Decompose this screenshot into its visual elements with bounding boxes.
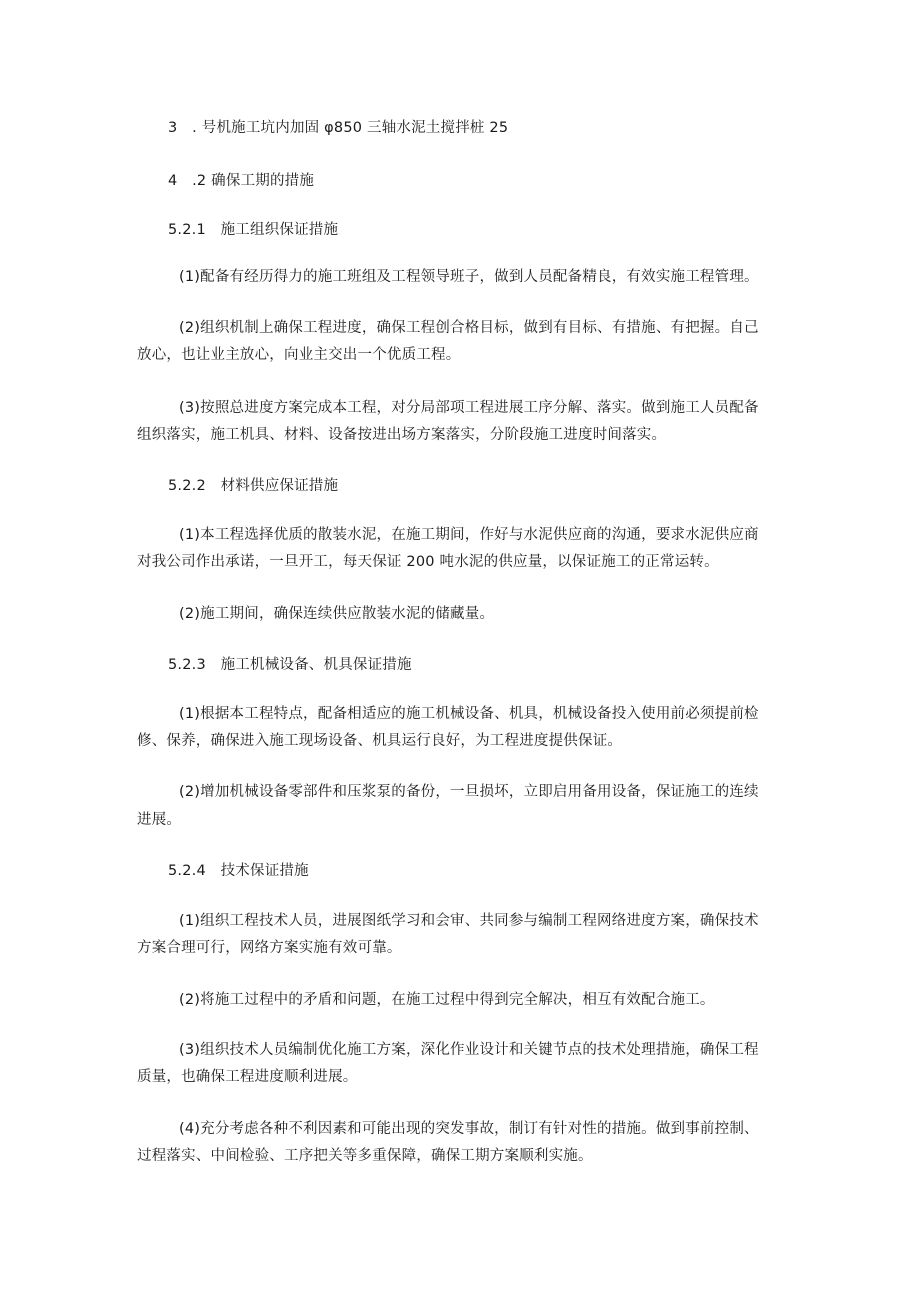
- paragraph-continuation: 进展。: [137, 812, 182, 828]
- paragraph: (4)充分考虑各种不利因素和可能出现的突发事故，制订有针对性的措施。做到事前控制、: [179, 1121, 759, 1137]
- paragraph-continuation: 质量，也确保工程进度顺利进展。: [137, 1069, 358, 1085]
- section-heading: 4 .2 确保工期的措施: [168, 173, 315, 189]
- subsection-heading: 5.2.4 技术保证措施: [168, 863, 309, 879]
- paragraph: (1)本工程选择优质的散装水泥，在施工期间，作好与水泥供应商的沟通，要求水泥供应商: [179, 527, 759, 543]
- subsection-heading: 5.2.1 施工组织保证措施: [168, 222, 339, 238]
- subsection-heading: 5.2.2 材料供应保证措施: [168, 478, 339, 494]
- paragraph-continuation: 方案合理可行，网络方案实施有效可靠。: [137, 940, 402, 956]
- paragraph-continuation: 过程落实、中间检验、工序把关等多重保障，确保工期方案顺利实施。: [137, 1148, 593, 1164]
- paragraph: (1)根据本工程特点，配备相适应的施工机械设备、机具，机械设备投入使用前必须提前检: [179, 706, 759, 722]
- subsection-heading: 5.2.3 施工机械设备、机具保证措施: [168, 657, 412, 673]
- paragraph-continuation: 放心，也让业主放心，向业主交出一个优质工程。: [137, 347, 461, 363]
- paragraph: (3)按照总进度方案完成本工程，对分局部项工程进展工序分解、落实。做到施工人员配备: [179, 400, 759, 416]
- paragraph-continuation: 组织落实，施工机具、材料、设备按进出场方案落实，分阶段施工进度时间落实。: [137, 427, 667, 443]
- paragraph: (1)配备有经历得力的施工班组及工程领导班子，做到人员配备精良，有效实施工程管理。: [179, 269, 759, 285]
- paragraph: (2)组织机制上确保工程进度，确保工程创合格目标，做到有目标、有措施、有把握。自己: [179, 320, 759, 336]
- paragraph: (2)将施工过程中的矛盾和问题，在施工过程中得到完全解决，相互有效配合施工。: [179, 992, 715, 1008]
- paragraph-continuation: 修、保养，确保进入施工现场设备、机具运行良好，为工程进度提供保证。: [137, 733, 623, 749]
- paragraph-continuation: 对我公司作出承诺，一旦开工，每天保证 200 吨水泥的供应量，以保证施工的正常运转。: [137, 554, 719, 570]
- list-item: 3 . 号机施工坑内加固 φ850 三轴水泥土搅拌桩 25: [168, 120, 509, 136]
- paragraph: (2)增加机械设备零部件和压浆泵的备份，一旦损坏，立即启用备用设备，保证施工的连续: [179, 784, 759, 800]
- paragraph: (1)组织工程技术人员，进展图纸学习和会审、共同参与编制工程网络进度方案，确保技术: [179, 913, 759, 929]
- paragraph: (3)组织技术人员编制优化施工方案，深化作业设计和关键节点的技术处理措施，确保工程: [179, 1042, 759, 1058]
- paragraph: (2)施工期间，确保连续供应散装水泥的储藏量。: [179, 606, 495, 622]
